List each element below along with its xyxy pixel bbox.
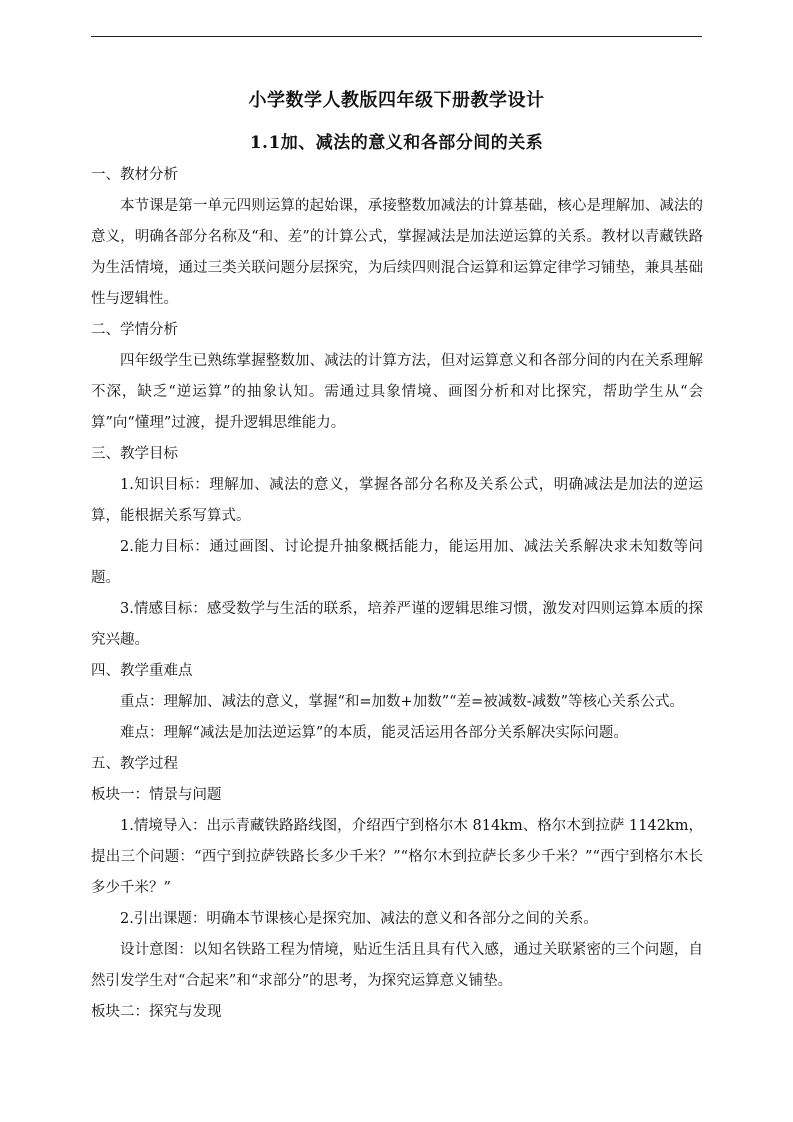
paragraph: 1.知识目标：理解加、减法的意义，掌握各部分名称及关系公式，明确减法是加法的逆运算，能根据关系写算式。 <box>91 477 703 524</box>
section-heading: 四、教学重难点 <box>91 663 193 679</box>
section-heading: 二、学情分析 <box>91 322 178 338</box>
paragraph: 1.情境导入：出示青藏铁路路线图，介绍西宁到格尔木 814km、格尔木到拉萨 1142km，提出三个问题：“西宁到拉萨铁路长多少千米？”“格尔木到拉萨长多少千米？”“西宁到格尔木长多少千米？” <box>91 818 703 896</box>
section-heading: 三、教学目标 <box>91 446 178 462</box>
subsection-heading: 板块二：探究与发现 <box>91 1004 222 1020</box>
document-title: 小学数学人教版四年级下册教学设计 <box>248 90 545 111</box>
paragraph: 四年级学生已熟练掌握整数加、减法的计算方法，但对运算意义和各部分间的内在关系理解不深，缺乏“逆运算”的抽象认知。需通过具象情境、画图分析和对比探究，帮助学生从“会算”向“懂理”过渡，提升逻辑思维能力。 <box>91 353 703 431</box>
paragraph: 3.情感目标：感受数学与生活的联系，培养严谨的逻辑思维习惯，激发对四则运算本质的探究兴趣。 <box>91 601 703 648</box>
paragraph: 设计意图：以知名铁路工程为情境，贴近生活且具有代入感，通过关联紧密的三个问题，自然引发学生对“合起来”和“求部分”的思考，为探究运算意义铺垫。 <box>91 942 703 989</box>
paragraph: 本节课是第一单元四则运算的起始课，承接整数加减法的计算基础，核心是理解加、减法的意义，明确各部分名称及“和、差”的计算公式，掌握减法是加法逆运算的关系。教材以青藏铁路为生活情境，通过三类关联问题分层探究，为后续四则混合运算和运算定律学习铺垫，兼具基础性与逻辑性。 <box>91 198 703 307</box>
paragraph: 重点：理解加、减法的意义，掌握“和=加数+加数”“差=被减数-减数”等核心关系公式。 <box>120 694 684 710</box>
paragraph: 2.能力目标：通过画图、讨论提升抽象概括能力，能运用加、减法关系解决求未知数等问题。 <box>91 539 703 586</box>
subsection-heading: 板块一：情景与问题 <box>91 787 222 803</box>
header-rule <box>91 36 702 37</box>
document-body <box>91 160 703 1028</box>
section-heading: 一、教材分析 <box>91 167 178 183</box>
paragraph: 难点：理解“减法是加法逆运算”的本质，能灵活运用各部分关系解决实际问题。 <box>120 725 628 741</box>
paragraph: 2.引出课题：明确本节课核心是探究加、减法的意义和各部分之间的关系。 <box>120 911 598 927</box>
section-heading: 五、教学过程 <box>91 756 178 772</box>
lesson-subtitle: 1.1加、减法的意义和各部分间的关系 <box>249 133 544 153</box>
